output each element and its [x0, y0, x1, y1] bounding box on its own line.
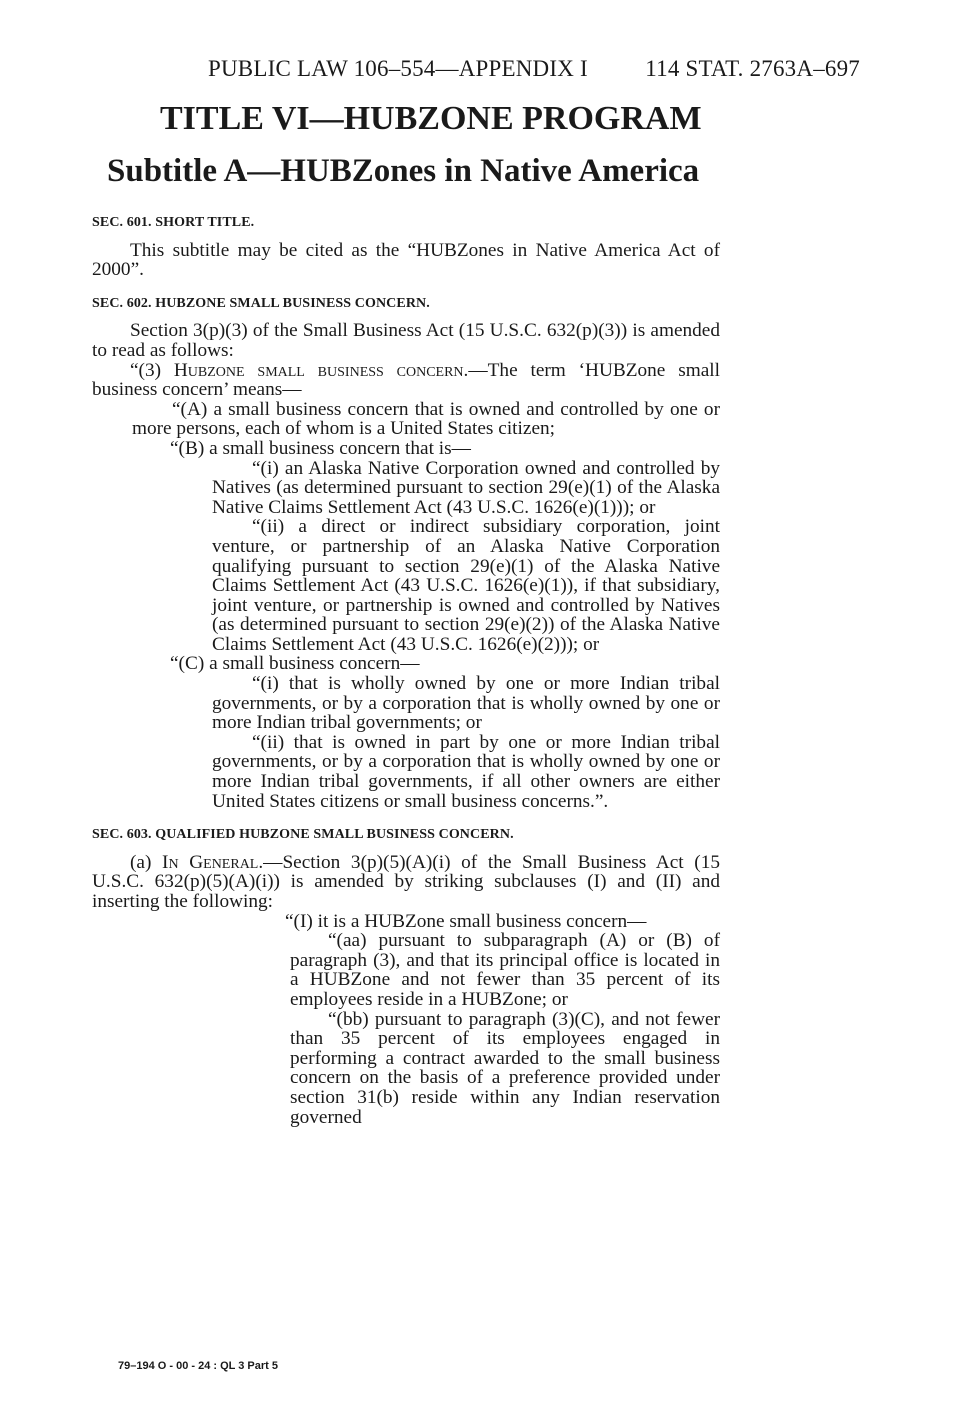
section-603-subsection-a: (a) In General.—Section 3(p)(5)(A)(i) of the Small Business Act (15 U.S.C. 632(p)(5)(A)(i)) is amended by striking subclauses (I) and (II) and inserting the following: [92, 851, 720, 912]
definition-term: Hubzone small business concern [173, 359, 464, 381]
subsection-head: In General [162, 851, 259, 873]
clause-b: “(B) a small business concern that is— [170, 437, 471, 459]
clause-c-ii: “(ii) that is owned in part by one or more Indian tribal governments, or by a corporation that is wholly owned by one or more Indian tribal governments, if all other owners are either United States citizens or small business concerns.”. [212, 731, 720, 812]
section-602-definition: “(3) Hubzone small business concern.—The term ‘HUBZone small business concern’ means— [92, 359, 720, 401]
subtitle-heading: Subtitle A—HUBZones in Native America [107, 153, 700, 189]
section-601-text: This subtitle may be cited as the “HUBZones in Native America Act of 2000”. [92, 239, 720, 281]
clause-c-i: “(i) that is wholly owned by one or more Indian tribal governments, or by a corporation that is wholly owned by one or more Indian tribal governments; or [212, 673, 720, 734]
header-stat-citation: 114 STAT. 2763A–697 [645, 56, 860, 81]
section-602-heading: SEC. 602. HUBZONE SMALL BUSINESS CONCERN. [92, 295, 430, 311]
section-601-heading: SEC. 601. SHORT TITLE. [92, 215, 255, 230]
item-bb: “(bb) pursuant to paragraph (3)(C), and not fewer than 35 percent of its employees engaged in performing a contract awarded to the small business concern on the basis of a preference provided under section 31(b) reside within any Indian reservation governed [290, 1008, 720, 1128]
clause-b-i: “(i) an Alaska Native Corporation owned and controlled by Natives (as determined pursuant to section 29(e)(1) of the Alaska Native Claims Settlement Act (43 U.S.C. 1626(e)(1))); or [212, 457, 720, 518]
clause-b-ii: “(ii) a direct or indirect subsidiary corporation, joint venture, or partnership of an Alaska Native Corporation qualifying pursuant to section 29(e)(1) of the Alaska Native Claims Settlement Act (43 U.S.C. 1626(e)(1)), if that subsidiary, joint venture, or partnership is owned and controlled by Natives (as determined pursuant to section 29(e)(2)) of the Alaska Native Claims Settlement Act (43 U.S.C. 1626(e)(2))); or [212, 516, 720, 655]
running-header [208, 56, 860, 82]
title-heading: TITLE VI—HUBZONE PROGRAM [160, 100, 702, 137]
section-603-heading: SEC. 603. QUALIFIED HUBZONE SMALL BUSINESS CONCERN. [92, 827, 514, 843]
clause-a: “(A) a small business concern that is owned and controlled by one or more persons, each of whom is a United States citizen; [132, 398, 720, 440]
clause-c: “(C) a small business concern— [170, 653, 420, 675]
print-job-footer: 79–194 O - 00 - 24 : QL 3 Part 5 [118, 1360, 278, 1372]
section-602-intro: Section 3(p)(3) of the Small Business Act (15 U.S.C. 632(p)(3)) is amended to read as follows: [92, 320, 720, 361]
subclause-I: “(I) it is a HUBZone small business concern— [285, 910, 647, 932]
item-aa: “(aa) pursuant to subparagraph (A) or (B) of paragraph (3), and that its principal office is located in a HUBZone and not fewer than 35 percent of its employees reside in a HUBZone; or [290, 930, 720, 1010]
header-law-citation: PUBLIC LAW 106–554—APPENDIX I [208, 56, 588, 81]
document-body [92, 213, 720, 1127]
